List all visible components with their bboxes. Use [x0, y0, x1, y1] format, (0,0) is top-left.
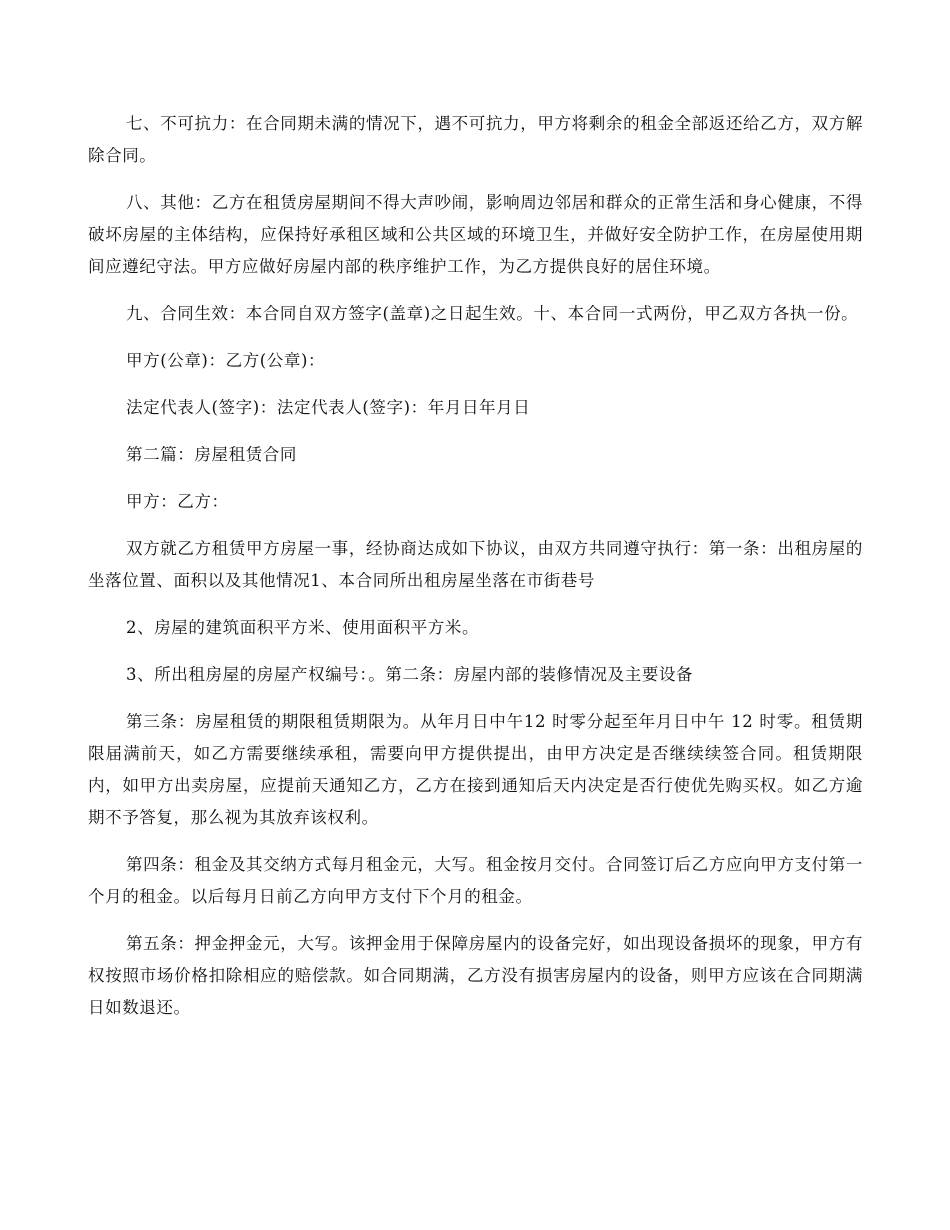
- document-body: [88, 108, 863, 1039]
- paragraph-parties: 甲方：乙方：: [126, 492, 229, 511]
- paragraph-article-3: 第三条：房屋租赁的期限租赁期限为。从年月日中午12 时零分起至年月日中午 12 时零。租赁期限届满前天，如乙方需要继续承租，需要向甲方提供提出，由甲方决定是否继续续签合同。租赁期限内，如甲方出卖房屋，应提前天通知乙方，乙方在接到通知后天内决定是否行使优先购买权。如乙方逾期不予答复，那么视为其放弃该权利。: [88, 712, 863, 827]
- paragraph-effective: 九、合同生效：本合同自双方签字(盖章)之日起生效。十、本合同一式两份，甲乙双方各执一份。: [126, 304, 859, 323]
- paragraph-signature-line: 法定代表人(签字)：法定代表人(签字)：年月日年月日: [126, 398, 531, 417]
- paragraph-article-5: 第五条：押金押金元，大写。该押金用于保障房屋内的设备完好，如出现设备损坏的现象，甲方有权按照市场价格扣除相应的赔偿款。如合同期满，乙方没有损害房屋内的设备，则甲方应该在合同期满日如数退还。: [88, 934, 863, 1017]
- paragraph-article-1: 双方就乙方租赁甲方房屋一事，经协商达成如下协议，由双方共同遵守执行：第一条：出租房屋的坐落位置、面积以及其他情况1、本合同所出租房屋坐落在市街巷号: [88, 539, 863, 590]
- paragraph-force-majeure: 七、不可抗力：在合同期未满的情况下，遇不可抗力，甲方将剩余的租金全部返还给乙方，双方解除合同。: [88, 114, 863, 165]
- paragraph-article-4: 第四条：租金及其交纳方式每月租金元，大写。租金按月交付。合同签订后乙方应向甲方支付第一个月的租金。以后每月日前乙方向甲方支付下个月的租金。: [88, 855, 863, 906]
- paragraph-other-terms: 八、其他：乙方在租赁房屋期间不得大声吵闹，影响周边邻居和群众的正常生活和身心健康，不得破坏房屋的主体结构，应保持好承租区域和公共区域的环境卫生，并做好安全防护工作，在房屋使用期间应遵纪守法。甲方应做好房屋内部的秩序维护工作，为乙方提供良好的居住环境。: [88, 193, 863, 276]
- paragraph-article-2: 3、所出租房屋的房屋产权编号：。第二条：房屋内部的装修情况及主要设备: [126, 665, 694, 684]
- paragraph-seal-line: 甲方(公章)：乙方(公章)：: [126, 351, 326, 370]
- section-heading: 第二篇：房屋租赁合同: [126, 445, 297, 464]
- paragraph-area: 2、房屋的建筑面积平方米、使用面积平方米。: [126, 618, 480, 637]
